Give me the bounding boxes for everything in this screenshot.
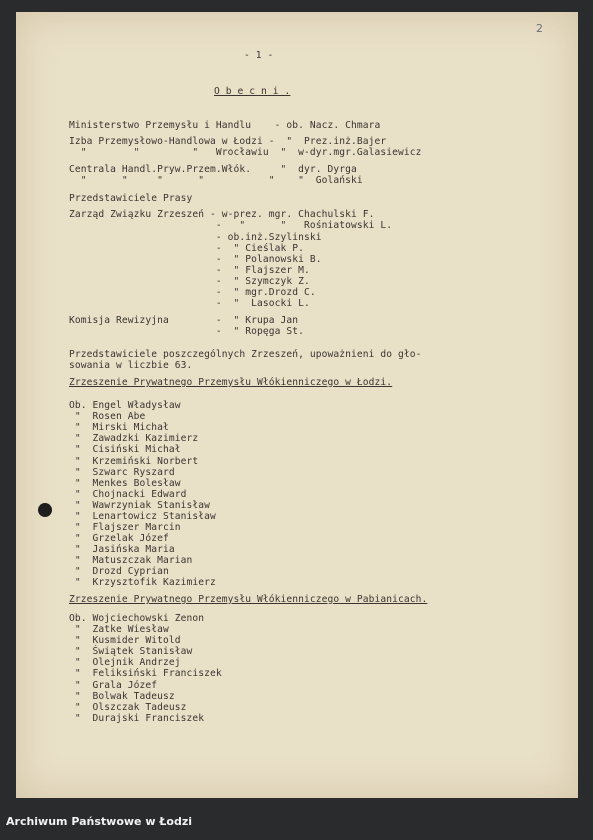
list-item: " Rosen Abe [69,411,146,422]
delegates-note-cont: sowania w liczbie 63. [69,360,193,371]
official-line: - " " Rośniatowski L. [69,220,393,231]
list-item: " Olejnik Andrzej [69,657,181,668]
list-item: " Drozd Cyprian [69,566,169,577]
section-title-lodz: Zrzeszenie Prywatnego Przemysłu Włókienniczego w Łodzi. [69,377,393,388]
official-line: - " Cieślak P. [69,243,305,254]
archive-label: Archiwum Państwowe w Łodzi [6,815,193,828]
list-item: " Chojnacki Edward [69,489,187,500]
official-line: Komisja Rewizyjna - " Krupa Jan [69,315,299,326]
official-line: - " Flajszer M. [69,265,310,276]
official-line: Ministerstwo Przemysłu i Handlu - ob. Nacz. Chmara [69,120,381,131]
list-item: " Zawadzki Kazimierz [69,433,199,444]
official-line: Izba Przemysłowo-Handlowa w Łodzi - " Prez.inż.Bajer [69,136,387,147]
official-line: - " Lasocki L. [69,298,310,309]
list-item: " Krzemiński Norbert [69,456,199,467]
list-item: " Durajski Franciszek [69,713,205,724]
list-item: Ob. Wojciechowski Zenon [69,613,205,624]
list-item: " Kusmider Witold [69,635,181,646]
official-line: Przedstawiciele Prasy [69,193,193,204]
section-title-pabianice: Zrzeszenie Prywatnego Przemysłu Włókienniczego w Pabianicach. [69,594,428,605]
list-item: " Lenartowicz Stanisław [69,511,216,522]
list-item: " Feliksiński Franciszek [69,668,222,679]
punch-hole [38,503,52,517]
list-item: " Wawrzyniak Stanisław [69,500,211,511]
list-item: " Flajszer Marcin [69,522,181,533]
list-item: " Szwarc Ryszard [69,467,175,478]
list-item: " Jasińska Maria [69,544,175,555]
official-line: Zarząd Związku Zrzeszeń - w-prez. mgr. Chachulski F. [69,209,375,220]
official-line: - " mgr.Drozd C. [69,287,316,298]
list-item: " Bolwak Tadeusz [69,691,175,702]
list-item: " Olszczak Tadeusz [69,702,187,713]
list-item: " Grzelak Józef [69,533,169,544]
list-item: " Grala Józef [69,680,158,691]
list-item: " Matuszczak Marian [69,555,193,566]
list-item: Ob. Engel Władysław [69,400,181,411]
archive-footer [0,798,593,840]
list-item: " Menkes Bolesław [69,478,181,489]
official-line: " " " " " " Golański [69,175,363,186]
official-line: - " Ropęga St. [69,326,305,337]
doc-page-number: - 1 - [244,50,274,61]
list-item: " Cisiński Michał [69,444,181,455]
official-line: - ob.inż.Szylinski [69,232,322,243]
list-item: " Świątek Stanisław [69,646,193,657]
list-item: " Krzysztofik Kazimierz [69,577,216,588]
official-line: - " Polanowski B. [69,254,322,265]
official-line: Centrala Handl.Pryw.Przem.Włók. " dyr. Dyrga [69,164,357,175]
official-line: " " " Wrocławiu " w-dyr.mgr.Galasiewicz [69,147,422,158]
doc-heading: O b e c n i . [214,86,291,97]
list-item: " Mirski Michał [69,422,169,433]
list-item: " Zatke Wiesław [69,624,169,635]
official-line: - " Szymczyk Z. [69,276,310,287]
delegates-note: Przedstawiciele poszczególnych Zrzeszeń, upoważnieni do gło- [69,349,422,360]
page-number-pencil: 2 [536,22,543,35]
